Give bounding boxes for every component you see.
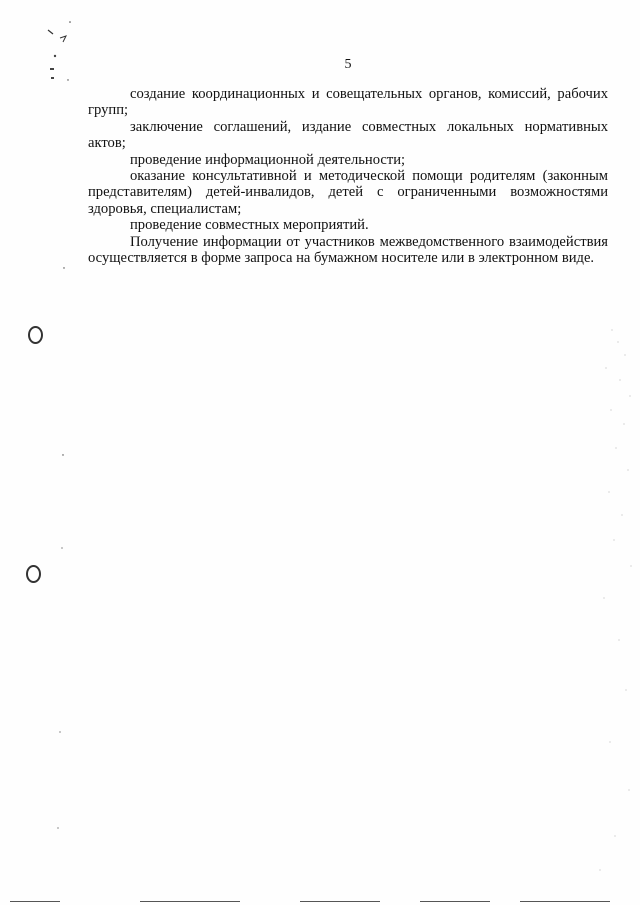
- scan-edge-line: [140, 901, 240, 902]
- scan-edge-line: [420, 901, 490, 902]
- binder-hole-lower: [26, 565, 41, 583]
- list-paragraph-information-activity: проведение информационной деятельности;: [130, 151, 406, 168]
- scan-edge-line: [300, 901, 380, 902]
- scan-edge-line: [520, 901, 610, 902]
- list-paragraph-joint-events: проведение совместных мероприятий.: [130, 217, 369, 234]
- page-number: 5: [344, 57, 352, 72]
- list-paragraph-agreements: заключение соглашений, издание совместных локальных нормативных актов;: [88, 118, 608, 152]
- paragraph-information-request: Получение информации от участников межведомственного взаимодействия осуществляется в форме запроса на бумажном носителе или в электронном виде.: [88, 233, 608, 267]
- list-paragraph-consulting-help: оказание консультативной и методической помощи родителям (законным представителям) детей-инвалидов, детей с ограниченными возможностями здоровья, специалистам;: [88, 168, 608, 217]
- list-paragraph-coordination-bodies: создание координационных и совещательных органов, комиссий, рабочих групп;: [88, 86, 608, 119]
- scan-edge-line: [10, 901, 60, 902]
- document-body: [88, 86, 608, 266]
- binder-hole-upper: [28, 326, 43, 344]
